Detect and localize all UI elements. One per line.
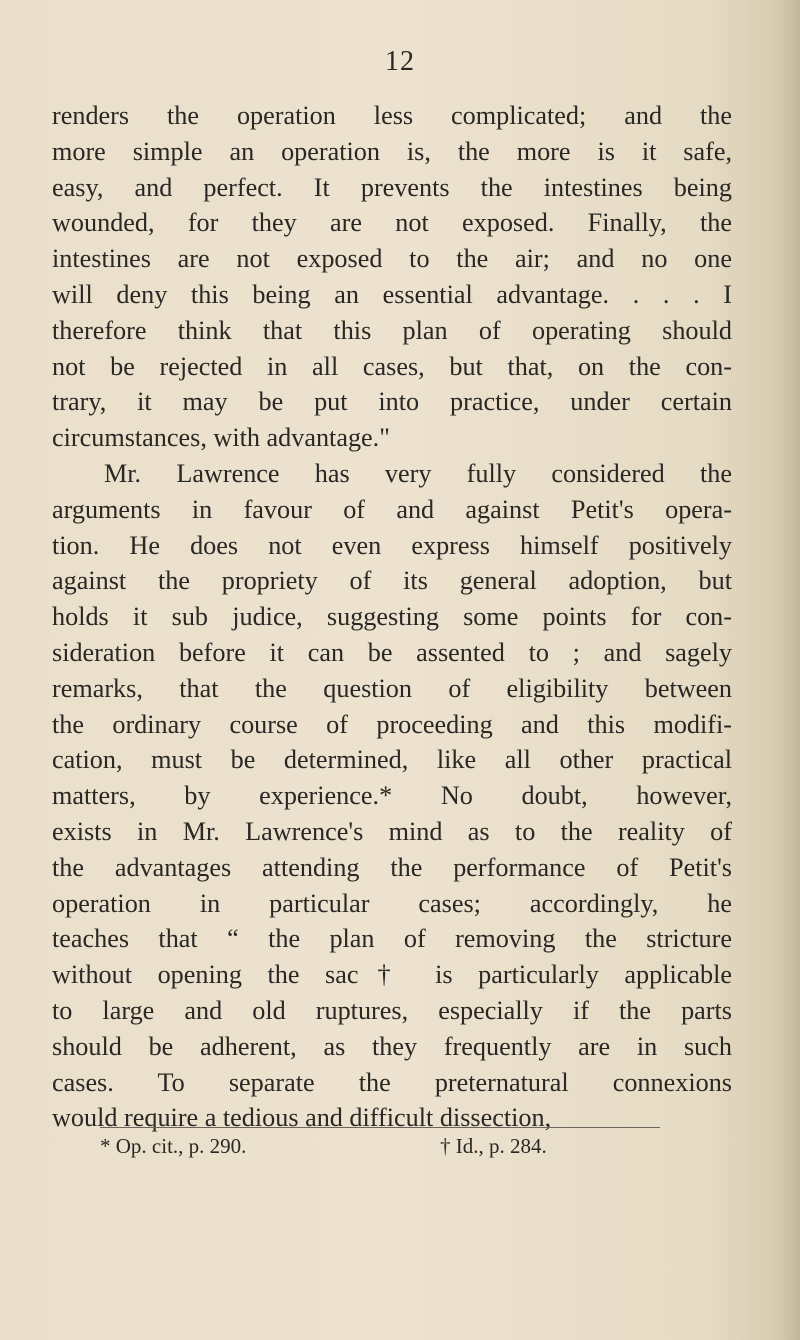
text-line: teaches that “ the plan of removing the stricture bbox=[52, 924, 732, 954]
text-line: circumstances, with advantage." bbox=[52, 423, 390, 453]
text-line: sideration before it can be assented to ; and sagely bbox=[52, 637, 732, 667]
text-line: would require a tedious and difficult dissection, bbox=[52, 1103, 552, 1133]
body-text bbox=[52, 98, 732, 1136]
text-line: operation in particular cases; accordingly, he bbox=[52, 888, 732, 918]
text-line: more simple an operation is, the more is it safe, bbox=[52, 136, 732, 166]
text-line: intestines are not exposed to the air; and no one bbox=[52, 244, 732, 274]
page-edge-shadow bbox=[778, 0, 800, 1340]
text-line: tion. He does not even express himself positively bbox=[52, 530, 732, 560]
text-line: easy, and perfect. It prevents the intestines being bbox=[52, 172, 732, 202]
text-line: therefore think that this plan of operating should bbox=[52, 315, 732, 345]
text-line: renders the operation less complicated; and the bbox=[52, 101, 732, 130]
footnote-right: † Id., p. 284. bbox=[440, 1134, 547, 1158]
text-line: without opening the sac† is particularly applicable bbox=[52, 960, 732, 990]
footnote-left: * Op. cit., p. 290. bbox=[100, 1134, 247, 1158]
text-line: arguments in favour of and against Petit's opera- bbox=[52, 494, 732, 524]
text-line: not be rejected in all cases, but that, on the con- bbox=[52, 351, 732, 381]
text-line: remarks, that the question of eligibility between bbox=[52, 673, 732, 703]
text-line: holds it sub judice, suggesting some points for con- bbox=[52, 602, 732, 632]
text-line: will deny this being an essential advantage. . . . I bbox=[52, 279, 732, 309]
text-line: Mr. Lawrence has very fully considered the bbox=[104, 458, 732, 488]
text-line: matters, by experience.* No doubt, however, bbox=[52, 781, 732, 811]
text-line: should be adherent, as they frequently are in such bbox=[52, 1031, 732, 1061]
text-line: against the propriety of its general adoption, but bbox=[52, 566, 732, 596]
text-line: to large and old ruptures, especially if the parts bbox=[52, 995, 732, 1025]
text-line: trary, it may be put into practice, under certain bbox=[52, 387, 732, 417]
text-line: the advantages attending the performance of Petit's bbox=[52, 852, 732, 882]
text-line: the ordinary course of proceeding and this modifi- bbox=[52, 709, 732, 739]
text-line: exists in Mr. Lawrence's mind as to the reality of bbox=[52, 816, 732, 846]
text-line: wounded, for they are not exposed. Finally, the bbox=[52, 208, 732, 238]
footnote-rule bbox=[100, 1127, 660, 1128]
text-line: cases. To separate the preternatural connexions bbox=[52, 1067, 732, 1097]
text-line: cation, must be determined, like all other practical bbox=[52, 745, 732, 775]
page-number: 12 bbox=[385, 46, 415, 77]
